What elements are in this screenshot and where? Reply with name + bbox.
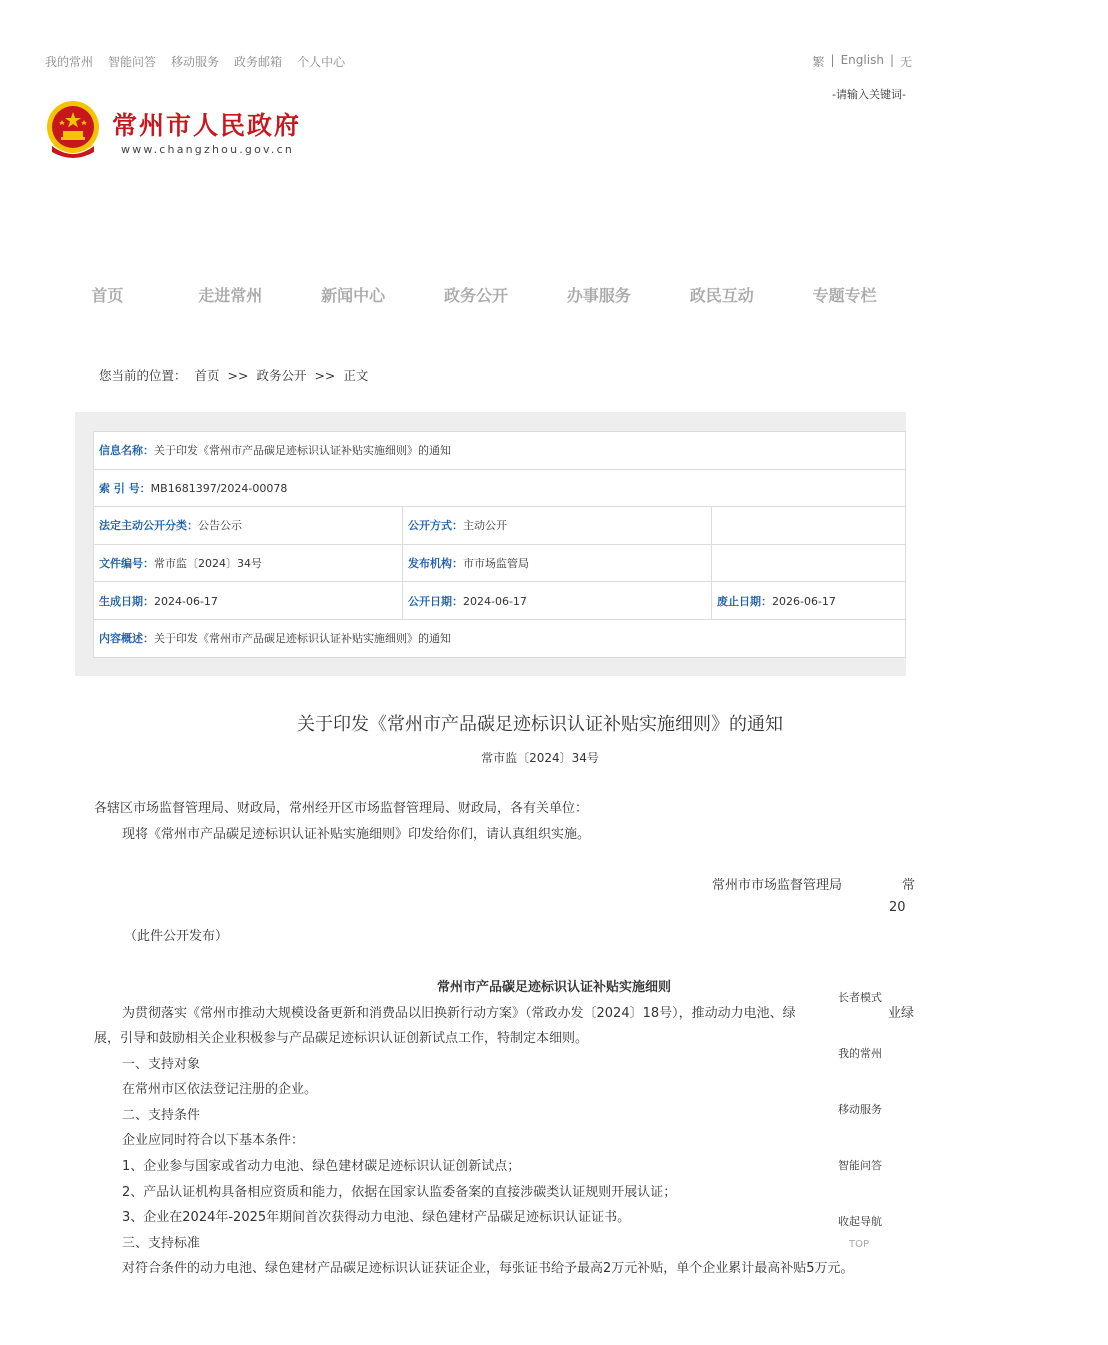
article-intro: 现将《常州市产品碳足迹标识认证补贴实施细则》印发给你们，请认真组织实施。 [122, 827, 591, 842]
article-date: 20 [889, 900, 906, 915]
info-expire-label: 废止日期： [717, 594, 772, 608]
article-signature: 常州市市场监督管理局 [712, 878, 843, 893]
top-nav [45, 53, 345, 70]
side-nav-elder-mode[interactable]: 长者模式 [838, 991, 882, 1004]
side-nav [829, 980, 891, 1260]
info-org-label: 发布机构： [408, 557, 463, 571]
rules-para-3: 对符合条件的动力电池、绿色建材产品碳足迹标识认证获证企业，每张证书给予最高2万元补贴，单个企业累计最高补贴5万元。 [122, 1261, 854, 1276]
info-expire-cell [712, 582, 906, 620]
info-method-value: 主动公开 [463, 519, 507, 533]
rules-condition-3: 3、企业在2024年-2025年期间首次获得动力电池、绿色建材产品碳足迹标识认证证书。 [122, 1210, 631, 1225]
article-signature-right: 常 [902, 878, 916, 893]
nav-special-topics[interactable]: 专题专栏 [812, 286, 877, 305]
traditional-chinese-link[interactable]: 繁 [812, 55, 825, 69]
nav-news-center[interactable]: 新闻中心 [321, 286, 386, 305]
rules-para1-tail: 业绿 [888, 1006, 915, 1021]
info-created-value: 2024-06-17 [154, 594, 218, 608]
rules-para-1: 在常州市区依法登记注册的企业。 [122, 1082, 318, 1097]
main-nav [46, 283, 906, 306]
breadcrumb-gov-affairs[interactable]: 政务公开 [256, 368, 307, 383]
rules-title: 常州市产品碳足迹标识认证补贴实施细则 [436, 980, 671, 995]
top-nav-smart-qa[interactable]: 智能问答 [108, 55, 157, 69]
info-table [93, 431, 906, 658]
rules-para-2: 企业应同时符合以下基本条件： [122, 1133, 305, 1148]
info-index-label: 索 引 号： [99, 481, 151, 495]
side-nav-mobile-service[interactable]: 移动服务 [838, 1103, 882, 1116]
top-nav-personal-center[interactable]: 个人中心 [297, 55, 346, 69]
breadcrumb-prefix: 您当前的位置： [99, 368, 187, 383]
table-row [94, 432, 906, 470]
nav-about-changzhou[interactable]: 走进常州 [198, 286, 263, 305]
info-published-label: 公开日期： [408, 594, 463, 608]
rules-condition-2: 2、产品认证机构具备相应资质和能力，依据在国家认监委备案的直接涉碳类认证规则开展认证； [122, 1185, 677, 1200]
info-category-value: 公告公示 [198, 519, 242, 533]
info-name-label: 信息名称： [99, 444, 154, 458]
info-index-cell [94, 469, 906, 507]
info-empty-cell [712, 507, 906, 545]
info-method-label: 公开方式： [408, 519, 463, 533]
side-nav-collapse[interactable]: 收起导航 [838, 1215, 882, 1228]
back-to-top-button[interactable]: TOP [849, 1239, 870, 1250]
nav-gov-affairs[interactable]: 政务公开 [444, 286, 509, 305]
accessibility-link[interactable]: 无 [899, 55, 912, 69]
side-nav-smart-qa[interactable]: 智能问答 [838, 1159, 882, 1172]
rules-heading-3: 三、支持标准 [122, 1236, 201, 1251]
info-name-cell [94, 432, 906, 470]
info-name-value: 关于印发《常州市产品碳足迹标识认证补贴实施细则》的通知 [154, 444, 451, 458]
info-published-cell [403, 582, 712, 620]
top-links [812, 53, 912, 70]
info-created-cell [94, 582, 403, 620]
info-org-value: 市市场监管局 [463, 557, 529, 571]
english-link[interactable]: English [840, 53, 884, 67]
separator: | [889, 53, 894, 67]
separator: | [830, 53, 835, 67]
site-name[interactable]: 常州市人民政府 [112, 111, 302, 140]
info-created-label: 生成日期： [99, 594, 154, 608]
table-row [94, 582, 906, 620]
table-row [94, 544, 906, 582]
table-row [94, 619, 906, 657]
article-doc-number: 常市监〔2024〕34号 [481, 751, 599, 765]
info-published-value: 2024-06-17 [463, 594, 527, 608]
info-org-cell [403, 544, 712, 582]
info-docno-label: 文件编号： [99, 557, 154, 571]
info-category-cell [94, 507, 403, 545]
rules-heading-2: 二、支持条件 [122, 1108, 201, 1123]
nav-interaction[interactable]: 政民互动 [689, 286, 754, 305]
breadcrumb-current: 正文 [343, 368, 369, 383]
info-category-label: 法定主动公开分类： [99, 519, 198, 533]
table-row [94, 469, 906, 507]
table-row [94, 507, 906, 545]
info-docno-cell [94, 544, 403, 582]
info-summary-cell [94, 619, 906, 657]
rules-para1-line1: 为贯彻落实《常州市推动大规模设备更新和消费品以旧换新行动方案》（常政办发〔2024〕18号），推动动力电池、绿 [122, 1006, 796, 1021]
side-nav-my-changzhou[interactable]: 我的常州 [838, 1047, 882, 1060]
search-input[interactable]: -请输入关键词- [832, 88, 906, 101]
info-index-value: MB1681397/2024-00078 [150, 481, 288, 495]
nav-services[interactable]: 办事服务 [566, 286, 631, 305]
breadcrumb [99, 366, 372, 384]
breadcrumb-home[interactable]: 首页 [194, 368, 220, 383]
top-nav-my-changzhou[interactable]: 我的常州 [45, 55, 94, 69]
nav-home[interactable]: 首页 [91, 286, 124, 305]
article-title: 关于印发《常州市产品碳足迹标识认证补贴实施细则》的通知 [297, 714, 783, 735]
publish-note: （此件公开发布） [124, 929, 229, 944]
breadcrumb-sep: >> [227, 368, 249, 383]
national-emblem-icon [44, 100, 102, 160]
info-method-cell [403, 507, 712, 545]
breadcrumb-sep: >> [314, 368, 336, 383]
info-summary-value: 关于印发《常州市产品碳足迹标识认证补贴实施细则》的通知 [154, 632, 451, 646]
info-expire-value: 2026-06-17 [772, 594, 836, 608]
site-url: www.changzhou.gov.cn [121, 143, 295, 156]
info-empty-cell [712, 544, 906, 582]
top-nav-mobile-service[interactable]: 移动服务 [171, 55, 220, 69]
rules-condition-1: 1、企业参与国家或省动力电池、绿色建材碳足迹标识认证创新试点； [122, 1159, 521, 1174]
info-summary-label: 内容概述： [99, 632, 154, 646]
info-docno-value: 常市监〔2024〕34号 [154, 557, 262, 571]
top-nav-gov-mail[interactable]: 政务邮箱 [234, 55, 283, 69]
rules-heading-1: 一、支持对象 [122, 1057, 201, 1072]
article-salutation: 各辖区市场监督管理局、财政局，常州经开区市场监督管理局、财政局，各有关单位： [94, 801, 589, 816]
rules-para1-line2: 展，引导和鼓励相关企业积极参与产品碳足迹标识认证创新试点工作，特制定本细则。 [94, 1031, 589, 1046]
